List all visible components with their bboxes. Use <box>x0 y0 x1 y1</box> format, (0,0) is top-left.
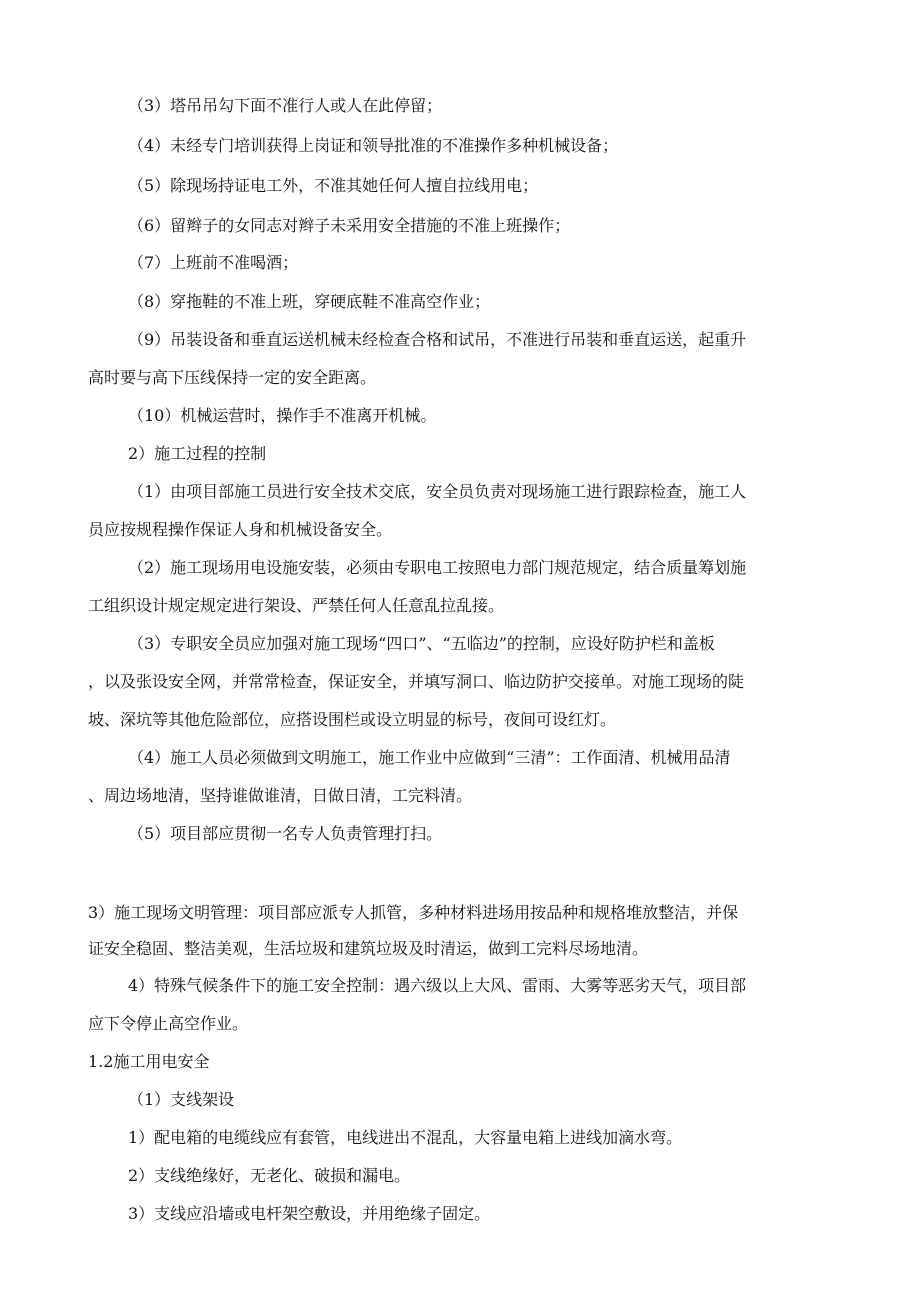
text-line: 证安全稳固、整洁美观，生活垃圾和建筑垃圾及时清运，做到工完料尽场地清。 <box>88 939 649 958</box>
text-line: 2）支线绝缘好，无老化、破损和漏电。 <box>128 1166 411 1185</box>
text-line: （3）塔吊吊勾下面不准行人或人在此停留； <box>128 96 443 115</box>
section-heading: 3）施工现场文明管理：项目部应派专人抓管，多种材料进场用按品种和规格堆放整洁，并保 <box>88 903 739 922</box>
section-heading: 4）特殊气候条件下的施工安全控制：遇六级以上大风、雷雨、大雾等恶劣天气，项目部 <box>128 976 747 995</box>
text-line: （10）机械运营时，操作手不准离开机械。 <box>128 406 437 425</box>
text-line: 1）配电箱的电缆线应有套管，电线进出不混乱，大容量电箱上进线加滴水弯。 <box>128 1128 683 1147</box>
text-line: （9）吊装设备和垂直运送机械未经检查合格和试吊，不准进行吊装和垂直运送，起重升 <box>128 330 747 349</box>
text-line: 应下令停止高空作业。 <box>88 1014 249 1033</box>
text-line: 3）支线应沿墙或电杆架空敷设，并用绝缘子固定。 <box>128 1204 491 1223</box>
section-heading: 2）施工过程的控制 <box>128 444 267 463</box>
text-line: 工组织设计规定规定进行架设、严禁任何人任意乱拉乱接。 <box>88 596 505 615</box>
text-line: 高时要与高下压线保持一定的安全距离。 <box>88 368 377 387</box>
text-line: （7）上班前不准喝酒； <box>128 253 299 272</box>
text-line: （2）施工现场用电设施安装，必须由专职电工按照电力部门规范规定，结合质量筹划施 <box>128 558 747 577</box>
text-line: 坡、深坑等其他危险部位，应搭设围栏或设立明显的标号，夜间可设红灯。 <box>88 710 617 729</box>
text-line: 、周边场地清，坚持谁做谁清，日做日清，工完料清。 <box>88 786 473 805</box>
text-line: （6）留辫子的女同志对辫子未采用安全措施的不准上班操作； <box>128 216 571 235</box>
text-line: （4）施工人员必须做到文明施工，施工作业中应做到“三清”：工作面清、机械用品清 <box>128 748 731 767</box>
text-line: ，以及张设安全网，并常常检查，保证安全，并填写洞口、临边防护交接单。对施工现场的陡 <box>88 672 745 691</box>
text-line: （1）由项目部施工员进行安全技术交底，安全员负责对现场施工进行跟踪检查，施工人 <box>128 482 747 501</box>
text-line: 员应按规程操作保证人身和机械设备安全。 <box>88 520 393 539</box>
text-line: （5）除现场持证电工外，不准其她任何人擅自拉线用电； <box>128 176 539 195</box>
text-line: （4）未经专门培训获得上岗证和领导批准的不准操作多种机械设备； <box>128 136 619 155</box>
text-line: （8）穿拖鞋的不准上班，穿硬底鞋不准高空作业； <box>128 292 491 311</box>
subsection-heading: （1）支线架设 <box>128 1090 235 1109</box>
text-line: （5）项目部应贯彻一名专人负责管理打扫。 <box>128 824 443 843</box>
text-line: （3）专职安全员应加强对施工现场“四口”、“五临边”的控制，应设好防护栏和盖板 <box>128 634 715 653</box>
section-heading: 1.2施工用电安全 <box>88 1052 210 1071</box>
